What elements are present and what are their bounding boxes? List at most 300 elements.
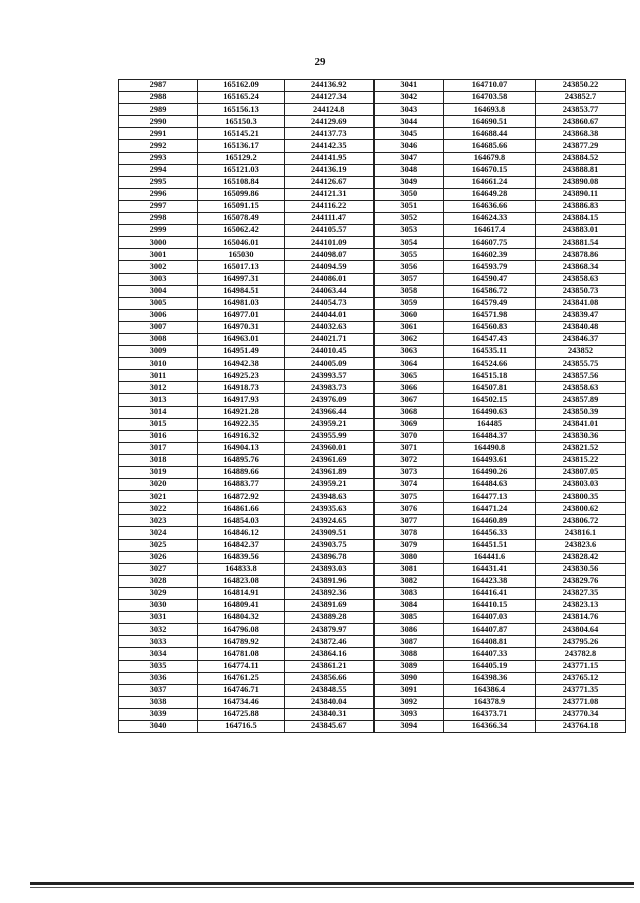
y-coordinate-cell: 243868.34 — [536, 261, 626, 273]
x-coordinate-cell: 164872.92 — [198, 491, 285, 503]
point-number-cell: 3056 — [374, 261, 444, 273]
point-number-cell: 2999 — [119, 225, 198, 237]
x-coordinate-cell: 164484.63 — [444, 479, 536, 491]
table-row — [119, 128, 626, 140]
x-coordinate-cell: 164925.23 — [198, 370, 285, 382]
table-row — [119, 140, 626, 152]
x-coordinate-cell: 164679.8 — [444, 152, 536, 164]
point-number-cell: 3052 — [374, 213, 444, 225]
point-number-cell: 3024 — [119, 527, 198, 539]
point-number-cell: 3013 — [119, 394, 198, 406]
table-row — [119, 176, 626, 188]
x-coordinate-cell: 164502.15 — [444, 394, 536, 406]
point-number-cell: 2995 — [119, 176, 198, 188]
y-coordinate-cell: 243935.63 — [285, 503, 374, 515]
point-number-cell: 3067 — [374, 394, 444, 406]
y-coordinate-cell: 243959.21 — [285, 479, 374, 491]
x-coordinate-cell: 164970.31 — [198, 321, 285, 333]
table-row — [119, 346, 626, 358]
y-coordinate-cell: 243861.21 — [285, 660, 374, 672]
table-row — [119, 225, 626, 237]
table-row — [119, 164, 626, 176]
point-number-cell: 3072 — [374, 454, 444, 466]
point-number-cell: 3079 — [374, 539, 444, 551]
y-coordinate-cell: 243883.01 — [536, 225, 626, 237]
y-coordinate-cell: 243770.34 — [536, 708, 626, 720]
x-coordinate-cell: 164981.03 — [198, 297, 285, 309]
y-coordinate-cell: 243827.35 — [536, 587, 626, 599]
page-number: 29 — [314, 56, 326, 68]
table-row — [119, 382, 626, 394]
table-row — [119, 430, 626, 442]
point-number-cell: 3050 — [374, 188, 444, 200]
point-number-cell: 3009 — [119, 346, 198, 358]
x-coordinate-cell: 164921.28 — [198, 406, 285, 418]
y-coordinate-cell: 243803.03 — [536, 479, 626, 491]
y-coordinate-cell: 243877.29 — [536, 140, 626, 152]
y-coordinate-cell: 243841.01 — [536, 418, 626, 430]
y-coordinate-cell: 243829.76 — [536, 575, 626, 587]
point-number-cell: 3061 — [374, 321, 444, 333]
point-number-cell: 3090 — [374, 672, 444, 684]
x-coordinate-cell: 164997.31 — [198, 273, 285, 285]
table-row — [119, 333, 626, 345]
point-number-cell: 3005 — [119, 297, 198, 309]
point-number-cell: 3048 — [374, 164, 444, 176]
x-coordinate-cell: 164649.28 — [444, 188, 536, 200]
point-number-cell: 3034 — [119, 648, 198, 660]
x-coordinate-cell: 164636.66 — [444, 200, 536, 212]
point-number-cell: 3023 — [119, 515, 198, 527]
point-number-cell: 3015 — [119, 418, 198, 430]
y-coordinate-cell: 243852.7 — [536, 92, 626, 104]
point-number-cell: 3060 — [374, 309, 444, 321]
x-coordinate-cell: 164734.46 — [198, 696, 285, 708]
y-coordinate-cell: 243840.31 — [285, 708, 374, 720]
point-number-cell: 3074 — [374, 479, 444, 491]
point-number-cell: 3010 — [119, 358, 198, 370]
y-coordinate-cell: 244005.09 — [285, 358, 374, 370]
x-coordinate-cell: 164854.03 — [198, 515, 285, 527]
table-row — [119, 539, 626, 551]
x-coordinate-cell: 164624.33 — [444, 213, 536, 225]
x-coordinate-cell: 165165.24 — [198, 92, 285, 104]
y-coordinate-cell: 243855.75 — [536, 358, 626, 370]
y-coordinate-cell: 243858.63 — [536, 382, 626, 394]
table-row — [119, 479, 626, 491]
y-coordinate-cell: 243881.54 — [536, 237, 626, 249]
x-coordinate-cell: 164524.66 — [444, 358, 536, 370]
y-coordinate-cell: 243896.78 — [285, 551, 374, 563]
y-coordinate-cell: 243961.89 — [285, 467, 374, 479]
y-coordinate-cell: 243804.64 — [536, 624, 626, 636]
x-coordinate-cell: 164796.08 — [198, 624, 285, 636]
y-coordinate-cell: 243830.36 — [536, 430, 626, 442]
x-coordinate-cell: 164703.58 — [444, 92, 536, 104]
point-number-cell: 3029 — [119, 587, 198, 599]
point-number-cell: 3035 — [119, 660, 198, 672]
y-coordinate-cell: 243878.86 — [536, 249, 626, 261]
point-number-cell: 2997 — [119, 200, 198, 212]
point-number-cell: 3012 — [119, 382, 198, 394]
point-number-cell: 3006 — [119, 309, 198, 321]
y-coordinate-cell: 243845.67 — [285, 720, 374, 732]
y-coordinate-cell: 243959.21 — [285, 418, 374, 430]
y-coordinate-cell: 243909.51 — [285, 527, 374, 539]
x-coordinate-cell: 164693.8 — [444, 104, 536, 116]
x-coordinate-cell: 164883.77 — [198, 479, 285, 491]
x-coordinate-cell: 165156.13 — [198, 104, 285, 116]
point-number-cell: 3014 — [119, 406, 198, 418]
x-coordinate-cell: 164490.63 — [444, 406, 536, 418]
y-coordinate-cell: 244010.45 — [285, 346, 374, 358]
y-coordinate-cell: 243816.1 — [536, 527, 626, 539]
table-row — [119, 406, 626, 418]
x-coordinate-cell: 164922.35 — [198, 418, 285, 430]
x-coordinate-cell: 164405.19 — [444, 660, 536, 672]
point-number-cell: 3066 — [374, 382, 444, 394]
point-number-cell: 3008 — [119, 333, 198, 345]
y-coordinate-cell: 243961.69 — [285, 454, 374, 466]
point-number-cell: 3021 — [119, 491, 198, 503]
point-number-cell: 2998 — [119, 213, 198, 225]
x-coordinate-cell: 165145.21 — [198, 128, 285, 140]
x-coordinate-cell: 165099.86 — [198, 188, 285, 200]
x-coordinate-cell: 164423.38 — [444, 575, 536, 587]
x-coordinate-cell: 165078.49 — [198, 213, 285, 225]
y-coordinate-cell: 243828.42 — [536, 551, 626, 563]
point-number-cell: 3085 — [374, 612, 444, 624]
x-coordinate-cell: 164814.91 — [198, 587, 285, 599]
y-coordinate-cell: 243879.97 — [285, 624, 374, 636]
table-row — [119, 309, 626, 321]
x-coordinate-cell: 164407.33 — [444, 648, 536, 660]
x-coordinate-cell: 164535.11 — [444, 346, 536, 358]
point-number-cell: 3092 — [374, 696, 444, 708]
x-coordinate-cell: 164579.49 — [444, 297, 536, 309]
x-coordinate-cell: 164607.75 — [444, 237, 536, 249]
y-coordinate-cell: 244136.92 — [285, 80, 374, 92]
table-row — [119, 587, 626, 599]
y-coordinate-cell: 243814.76 — [536, 612, 626, 624]
y-coordinate-cell: 243892.36 — [285, 587, 374, 599]
x-coordinate-cell: 164904.13 — [198, 442, 285, 454]
y-coordinate-cell: 243800.35 — [536, 491, 626, 503]
point-number-cell: 3054 — [374, 237, 444, 249]
y-coordinate-cell: 243891.96 — [285, 575, 374, 587]
y-coordinate-cell: 243823.6 — [536, 539, 626, 551]
x-coordinate-cell: 164809.41 — [198, 600, 285, 612]
point-number-cell: 2989 — [119, 104, 198, 116]
point-number-cell: 3053 — [374, 225, 444, 237]
point-number-cell: 3064 — [374, 358, 444, 370]
y-coordinate-cell: 244137.73 — [285, 128, 374, 140]
point-number-cell: 3011 — [119, 370, 198, 382]
table-row — [119, 515, 626, 527]
x-coordinate-cell: 164431.41 — [444, 563, 536, 575]
x-coordinate-cell: 164398.36 — [444, 672, 536, 684]
y-coordinate-cell: 244044.01 — [285, 309, 374, 321]
y-coordinate-cell: 243764.18 — [536, 720, 626, 732]
y-coordinate-cell: 243858.63 — [536, 273, 626, 285]
point-number-cell: 3028 — [119, 575, 198, 587]
y-coordinate-cell: 243891.69 — [285, 600, 374, 612]
point-number-cell: 3039 — [119, 708, 198, 720]
point-number-cell: 3082 — [374, 575, 444, 587]
y-coordinate-cell: 243840.04 — [285, 696, 374, 708]
y-coordinate-cell: 244086.01 — [285, 273, 374, 285]
point-number-cell: 3051 — [374, 200, 444, 212]
y-coordinate-cell: 243872.46 — [285, 636, 374, 648]
point-number-cell: 2996 — [119, 188, 198, 200]
point-number-cell: 3080 — [374, 551, 444, 563]
x-coordinate-cell: 164690.51 — [444, 116, 536, 128]
y-coordinate-cell: 243782.8 — [536, 648, 626, 660]
y-coordinate-cell: 243889.28 — [285, 612, 374, 624]
table-row — [119, 467, 626, 479]
x-coordinate-cell: 164490.8 — [444, 442, 536, 454]
x-coordinate-cell: 164716.5 — [198, 720, 285, 732]
y-coordinate-cell: 243815.22 — [536, 454, 626, 466]
y-coordinate-cell: 243857.56 — [536, 370, 626, 382]
table-row — [119, 370, 626, 382]
point-number-cell: 3016 — [119, 430, 198, 442]
table-row — [119, 672, 626, 684]
x-coordinate-cell: 164661.24 — [444, 176, 536, 188]
table-row — [119, 660, 626, 672]
y-coordinate-cell: 244126.67 — [285, 176, 374, 188]
point-number-cell: 2990 — [119, 116, 198, 128]
point-number-cell: 3043 — [374, 104, 444, 116]
x-coordinate-cell: 164917.93 — [198, 394, 285, 406]
table-row — [119, 527, 626, 539]
x-coordinate-cell: 164918.73 — [198, 382, 285, 394]
point-number-cell: 3046 — [374, 140, 444, 152]
table-row — [119, 273, 626, 285]
point-number-cell: 3032 — [119, 624, 198, 636]
point-number-cell: 3001 — [119, 249, 198, 261]
x-coordinate-cell: 164761.25 — [198, 672, 285, 684]
footer-rule-thin — [30, 887, 634, 888]
point-number-cell: 2991 — [119, 128, 198, 140]
y-coordinate-cell: 243806.72 — [536, 515, 626, 527]
table-row — [119, 188, 626, 200]
y-coordinate-cell: 244124.8 — [285, 104, 374, 116]
x-coordinate-cell: 164889.66 — [198, 467, 285, 479]
x-coordinate-cell: 165062.42 — [198, 225, 285, 237]
point-number-cell: 3084 — [374, 600, 444, 612]
point-number-cell: 3094 — [374, 720, 444, 732]
y-coordinate-cell: 243856.66 — [285, 672, 374, 684]
y-coordinate-cell: 243960.01 — [285, 442, 374, 454]
point-number-cell: 3081 — [374, 563, 444, 575]
point-number-cell: 3042 — [374, 92, 444, 104]
x-coordinate-cell: 164547.43 — [444, 333, 536, 345]
x-coordinate-cell: 164378.9 — [444, 696, 536, 708]
x-coordinate-cell: 164804.32 — [198, 612, 285, 624]
point-number-cell: 3069 — [374, 418, 444, 430]
y-coordinate-cell: 243807.05 — [536, 467, 626, 479]
table-row — [119, 104, 626, 116]
x-coordinate-cell: 164571.98 — [444, 309, 536, 321]
x-coordinate-cell: 164688.44 — [444, 128, 536, 140]
y-coordinate-cell: 244121.31 — [285, 188, 374, 200]
coordinates-table-body — [119, 80, 626, 733]
table-row — [119, 249, 626, 261]
x-coordinate-cell: 165046.01 — [198, 237, 285, 249]
x-coordinate-cell: 164916.32 — [198, 430, 285, 442]
y-coordinate-cell: 243840.48 — [536, 321, 626, 333]
y-coordinate-cell: 243823.13 — [536, 600, 626, 612]
y-coordinate-cell: 244101.09 — [285, 237, 374, 249]
x-coordinate-cell: 164477.13 — [444, 491, 536, 503]
point-number-cell: 3018 — [119, 454, 198, 466]
point-number-cell: 3000 — [119, 237, 198, 249]
y-coordinate-cell: 243924.65 — [285, 515, 374, 527]
x-coordinate-cell: 165150.3 — [198, 116, 285, 128]
x-coordinate-cell: 164823.08 — [198, 575, 285, 587]
y-coordinate-cell: 244094.59 — [285, 261, 374, 273]
point-number-cell: 3038 — [119, 696, 198, 708]
x-coordinate-cell: 165108.84 — [198, 176, 285, 188]
x-coordinate-cell: 164493.61 — [444, 454, 536, 466]
point-number-cell: 3007 — [119, 321, 198, 333]
x-coordinate-cell: 164977.01 — [198, 309, 285, 321]
x-coordinate-cell: 164833.8 — [198, 563, 285, 575]
y-coordinate-cell: 243850.22 — [536, 80, 626, 92]
point-number-cell: 3083 — [374, 587, 444, 599]
x-coordinate-cell: 164590.47 — [444, 273, 536, 285]
x-coordinate-cell: 164560.83 — [444, 321, 536, 333]
x-coordinate-cell: 164408.81 — [444, 636, 536, 648]
table-row — [119, 418, 626, 430]
x-coordinate-cell: 165129.2 — [198, 152, 285, 164]
y-coordinate-cell: 244127.34 — [285, 92, 374, 104]
table-row — [119, 684, 626, 696]
point-number-cell: 3088 — [374, 648, 444, 660]
point-number-cell: 3058 — [374, 285, 444, 297]
y-coordinate-cell: 243839.47 — [536, 309, 626, 321]
y-coordinate-cell: 243948.63 — [285, 491, 374, 503]
y-coordinate-cell: 244098.07 — [285, 249, 374, 261]
x-coordinate-cell: 164471.24 — [444, 503, 536, 515]
y-coordinate-cell: 243795.26 — [536, 636, 626, 648]
x-coordinate-cell: 164593.79 — [444, 261, 536, 273]
y-coordinate-cell: 243868.38 — [536, 128, 626, 140]
y-coordinate-cell: 243852 — [536, 346, 626, 358]
x-coordinate-cell: 165017.13 — [198, 261, 285, 273]
x-coordinate-cell: 164407.03 — [444, 612, 536, 624]
point-number-cell: 3049 — [374, 176, 444, 188]
x-coordinate-cell: 165162.09 — [198, 80, 285, 92]
y-coordinate-cell: 243955.99 — [285, 430, 374, 442]
x-coordinate-cell: 164407.87 — [444, 624, 536, 636]
table-row — [119, 454, 626, 466]
point-number-cell: 3003 — [119, 273, 198, 285]
table-row — [119, 696, 626, 708]
x-coordinate-cell: 165030 — [198, 249, 285, 261]
point-number-cell: 3093 — [374, 708, 444, 720]
y-coordinate-cell: 244063.44 — [285, 285, 374, 297]
point-number-cell: 2993 — [119, 152, 198, 164]
point-number-cell: 3020 — [119, 479, 198, 491]
point-number-cell: 3047 — [374, 152, 444, 164]
y-coordinate-cell: 244032.63 — [285, 321, 374, 333]
y-coordinate-cell: 243821.52 — [536, 442, 626, 454]
table-row — [119, 648, 626, 660]
table-row — [119, 261, 626, 273]
y-coordinate-cell: 243830.56 — [536, 563, 626, 575]
y-coordinate-cell: 243884.52 — [536, 152, 626, 164]
y-coordinate-cell: 243771.35 — [536, 684, 626, 696]
point-number-cell: 3045 — [374, 128, 444, 140]
x-coordinate-cell: 165136.17 — [198, 140, 285, 152]
table-row — [119, 92, 626, 104]
table-row — [119, 600, 626, 612]
point-number-cell: 3057 — [374, 273, 444, 285]
y-coordinate-cell: 243888.81 — [536, 164, 626, 176]
point-number-cell: 3041 — [374, 80, 444, 92]
x-coordinate-cell: 164842.37 — [198, 539, 285, 551]
x-coordinate-cell: 164846.12 — [198, 527, 285, 539]
table-row — [119, 491, 626, 503]
y-coordinate-cell: 243860.67 — [536, 116, 626, 128]
table-row — [119, 442, 626, 454]
y-coordinate-cell: 244136.19 — [285, 164, 374, 176]
y-coordinate-cell: 243800.62 — [536, 503, 626, 515]
x-coordinate-cell: 164951.49 — [198, 346, 285, 358]
table-row — [119, 321, 626, 333]
x-coordinate-cell: 164774.11 — [198, 660, 285, 672]
point-number-cell: 3002 — [119, 261, 198, 273]
x-coordinate-cell: 164781.08 — [198, 648, 285, 660]
coordinates-table — [118, 79, 626, 733]
x-coordinate-cell: 164984.51 — [198, 285, 285, 297]
point-number-cell: 3044 — [374, 116, 444, 128]
point-number-cell: 3027 — [119, 563, 198, 575]
point-number-cell: 3026 — [119, 551, 198, 563]
point-number-cell: 3063 — [374, 346, 444, 358]
x-coordinate-cell: 164963.01 — [198, 333, 285, 345]
point-number-cell: 3068 — [374, 406, 444, 418]
table-row — [119, 213, 626, 225]
x-coordinate-cell: 164490.26 — [444, 467, 536, 479]
point-number-cell: 3071 — [374, 442, 444, 454]
y-coordinate-cell: 244021.71 — [285, 333, 374, 345]
y-coordinate-cell: 244054.73 — [285, 297, 374, 309]
point-number-cell: 3089 — [374, 660, 444, 672]
y-coordinate-cell: 243841.08 — [536, 297, 626, 309]
point-number-cell: 3030 — [119, 600, 198, 612]
x-coordinate-cell: 164602.39 — [444, 249, 536, 261]
x-coordinate-cell: 164485 — [444, 418, 536, 430]
point-number-cell: 3062 — [374, 333, 444, 345]
y-coordinate-cell: 243853.77 — [536, 104, 626, 116]
y-coordinate-cell: 243890.11 — [536, 188, 626, 200]
point-number-cell: 3004 — [119, 285, 198, 297]
x-coordinate-cell: 164451.51 — [444, 539, 536, 551]
point-number-cell: 3031 — [119, 612, 198, 624]
table-row — [119, 394, 626, 406]
y-coordinate-cell: 244111.47 — [285, 213, 374, 225]
y-coordinate-cell: 243893.03 — [285, 563, 374, 575]
x-coordinate-cell: 164484.37 — [444, 430, 536, 442]
x-coordinate-cell: 164586.72 — [444, 285, 536, 297]
point-number-cell: 3078 — [374, 527, 444, 539]
point-number-cell: 3076 — [374, 503, 444, 515]
point-number-cell: 3086 — [374, 624, 444, 636]
table-row — [119, 612, 626, 624]
